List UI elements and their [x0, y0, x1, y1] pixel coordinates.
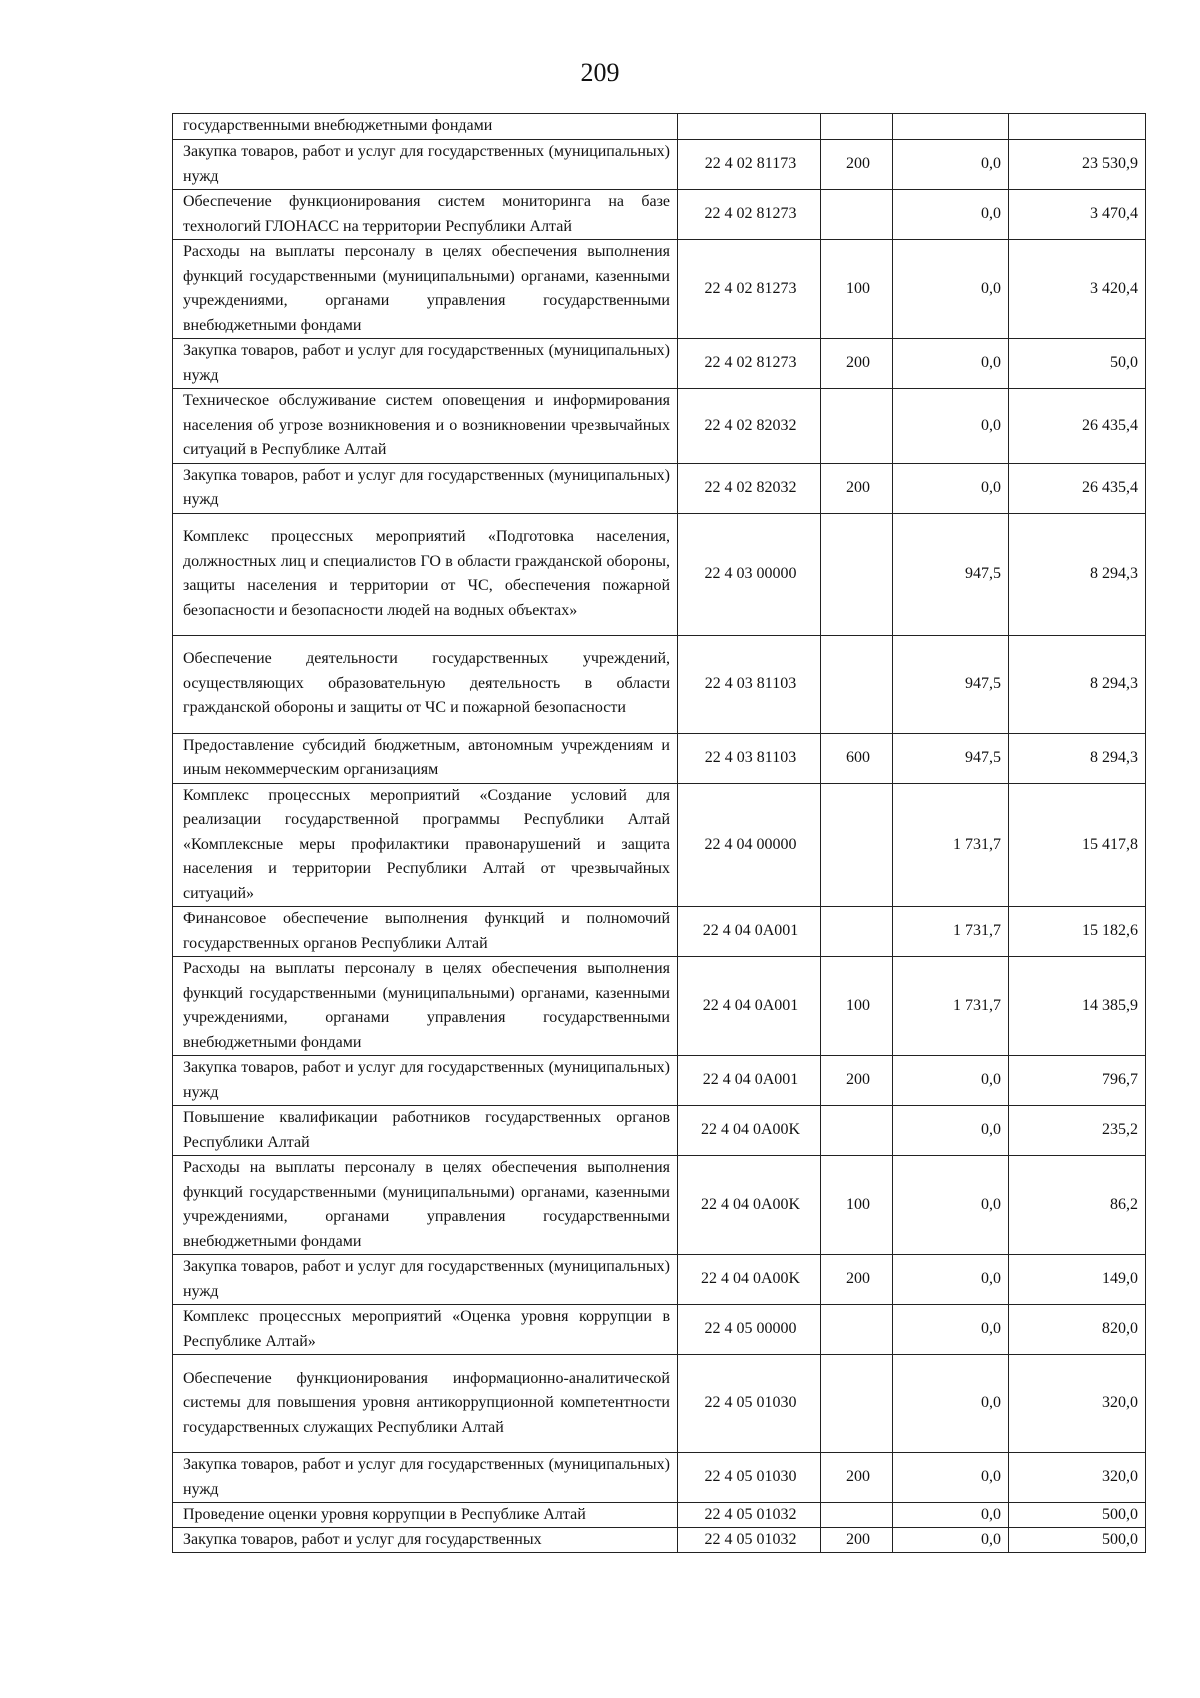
amount-cell-2: 235,2: [1009, 1106, 1146, 1156]
table-row: [173, 1355, 1146, 1453]
amount-cell-1: 0,0: [893, 1255, 1009, 1305]
expense-type-cell: 200: [821, 1528, 893, 1553]
amount-cell-1: 1 731,7: [893, 783, 1009, 907]
expense-name-cell: Техническое обслуживание систем оповещения и информирования населения об угрозе возникновения и о возникновении чрезвычайных ситуаций в Республике Алтай: [173, 389, 678, 464]
table-row: [173, 463, 1146, 513]
target-article-code-cell: 22 4 04 0A001: [678, 907, 821, 957]
expense-type-cell: 600: [821, 733, 893, 783]
amount-cell-2: 15 182,6: [1009, 907, 1146, 957]
expense-name-cell: Закупка товаров, работ и услуг для государственных (муниципальных) нужд: [173, 1453, 678, 1503]
expense-type-cell: [821, 513, 893, 635]
expense-type-cell: [821, 114, 893, 140]
target-article-code-cell: 22 4 02 81273: [678, 240, 821, 339]
target-article-code-cell: 22 4 02 81173: [678, 140, 821, 190]
expense-name-cell: Расходы на выплаты персоналу в целях обеспечения выполнения функций государственными (муниципальными) органами, казенными учреждениями, органами управления государственными внебюджетными фондами: [173, 957, 678, 1056]
expense-type-cell: 200: [821, 339, 893, 389]
table-row: [173, 957, 1146, 1056]
amount-cell-2: 15 417,8: [1009, 783, 1146, 907]
amount-cell-1: 0,0: [893, 190, 1009, 240]
table-row: [173, 1056, 1146, 1106]
table-row: [173, 733, 1146, 783]
expense-name-cell: Расходы на выплаты персоналу в целях обеспечения выполнения функций государственными (муниципальными) органами, казенными учреждениями, органами управления государственными внебюджетными фондами: [173, 1156, 678, 1255]
target-article-code-cell: 22 4 05 01030: [678, 1453, 821, 1503]
target-article-code-cell: 22 4 05 01032: [678, 1528, 821, 1553]
amount-cell-1: 947,5: [893, 513, 1009, 635]
expense-name-cell: Обеспечение деятельности государственных учреждений, осуществляющих образовательную деятельность в области гражданской обороны и защиты от ЧС и пожарной безопасности: [173, 635, 678, 733]
table-row: [173, 190, 1146, 240]
amount-cell-2: 8 294,3: [1009, 733, 1146, 783]
amount-cell-1: 0,0: [893, 339, 1009, 389]
amount-cell-1: 947,5: [893, 635, 1009, 733]
table-row: [173, 635, 1146, 733]
amount-cell-2: 3 420,4: [1009, 240, 1146, 339]
table-row: [173, 513, 1146, 635]
table-row: [173, 1528, 1146, 1553]
table-row: [173, 1503, 1146, 1528]
amount-cell-2: 796,7: [1009, 1056, 1146, 1106]
target-article-code-cell: 22 4 03 00000: [678, 513, 821, 635]
expense-name-cell: Закупка товаров, работ и услуг для государственных: [173, 1528, 678, 1553]
amount-cell-1: 0,0: [893, 463, 1009, 513]
amount-cell-1: 0,0: [893, 1528, 1009, 1553]
expense-type-cell: 200: [821, 1453, 893, 1503]
amount-cell-2: 500,0: [1009, 1528, 1146, 1553]
amount-cell-1: 0,0: [893, 1156, 1009, 1255]
expense-type-cell: [821, 783, 893, 907]
amount-cell-1: 947,5: [893, 733, 1009, 783]
target-article-code-cell: 22 4 02 82032: [678, 389, 821, 464]
amount-cell-1: 0,0: [893, 1106, 1009, 1156]
expense-type-cell: 100: [821, 240, 893, 339]
amount-cell-2: 50,0: [1009, 339, 1146, 389]
budget-table-body: [173, 114, 1146, 1553]
amount-cell-1: 1 731,7: [893, 907, 1009, 957]
expense-name-cell: Обеспечение функционирования информационно-аналитической системы для повышения уровня антикоррупционной компетентности государственных служащих Республики Алтай: [173, 1355, 678, 1453]
amount-cell-2: [1009, 114, 1146, 140]
expense-name-cell: Закупка товаров, работ и услуг для государственных (муниципальных) нужд: [173, 140, 678, 190]
expense-type-cell: 200: [821, 463, 893, 513]
expense-name-cell: Обеспечение функционирования систем мониторинга на базе технологий ГЛОНАСС на территории Республики Алтай: [173, 190, 678, 240]
expense-type-cell: 200: [821, 1255, 893, 1305]
amount-cell-2: 8 294,3: [1009, 635, 1146, 733]
table-row: [173, 1453, 1146, 1503]
amount-cell-2: 320,0: [1009, 1355, 1146, 1453]
table-row: [173, 240, 1146, 339]
expense-name-cell: Комплекс процессных мероприятий «Подготовка населения, должностных лиц и специалистов ГО в области гражданской обороны, защиты населения и территории от ЧС, обеспечения пожарной безопасности и безопасности людей на водных объектах»: [173, 513, 678, 635]
expense-type-cell: [821, 1503, 893, 1528]
expense-type-cell: 200: [821, 140, 893, 190]
amount-cell-2: 320,0: [1009, 1453, 1146, 1503]
amount-cell-1: 0,0: [893, 1056, 1009, 1106]
table-row: [173, 1305, 1146, 1355]
amount-cell-1: 0,0: [893, 1305, 1009, 1355]
amount-cell-1: 1 731,7: [893, 957, 1009, 1056]
amount-cell-1: 0,0: [893, 389, 1009, 464]
expense-type-cell: [821, 389, 893, 464]
expense-name-cell: Комплекс процессных мероприятий «Оценка уровня коррупции в Республике Алтай»: [173, 1305, 678, 1355]
table-row: [173, 140, 1146, 190]
target-article-code-cell: 22 4 05 01032: [678, 1503, 821, 1528]
expense-name-cell: государственными внебюджетными фондами: [173, 114, 678, 140]
expense-name-cell: Предоставление субсидий бюджетным, автономным учреждениям и иным некоммерческим организациям: [173, 733, 678, 783]
amount-cell-2: 23 530,9: [1009, 140, 1146, 190]
target-article-code-cell: 22 4 04 00000: [678, 783, 821, 907]
expense-name-cell: Закупка товаров, работ и услуг для государственных (муниципальных) нужд: [173, 1056, 678, 1106]
target-article-code-cell: 22 4 04 0A001: [678, 1056, 821, 1106]
target-article-code-cell: 22 4 04 0A00K: [678, 1106, 821, 1156]
amount-cell-1: [893, 114, 1009, 140]
table-row: [173, 1255, 1146, 1305]
expense-type-cell: 100: [821, 957, 893, 1056]
target-article-code-cell: 22 4 05 01030: [678, 1355, 821, 1453]
expense-type-cell: 200: [821, 1056, 893, 1106]
expense-type-cell: [821, 635, 893, 733]
expense-name-cell: Закупка товаров, работ и услуг для государственных (муниципальных) нужд: [173, 463, 678, 513]
expense-name-cell: Закупка товаров, работ и услуг для государственных (муниципальных) нужд: [173, 1255, 678, 1305]
table-row: [173, 783, 1146, 907]
expense-name-cell: Закупка товаров, работ и услуг для государственных (муниципальных) нужд: [173, 339, 678, 389]
target-article-code-cell: 22 4 02 82032: [678, 463, 821, 513]
target-article-code-cell: 22 4 04 0A001: [678, 957, 821, 1056]
expense-name-cell: Комплекс процессных мероприятий «Создание условий для реализации государственной программы Республики Алтай «Комплексные меры профилактики правонарушений и защита населения и территории Республики Алтай от чрезвычайных ситуаций»: [173, 783, 678, 907]
amount-cell-1: 0,0: [893, 240, 1009, 339]
table-row: [173, 1106, 1146, 1156]
amount-cell-2: 8 294,3: [1009, 513, 1146, 635]
expense-type-cell: [821, 907, 893, 957]
amount-cell-2: 500,0: [1009, 1503, 1146, 1528]
budget-table: [172, 113, 1146, 1553]
page-number: 209: [580, 58, 620, 87]
expense-type-cell: [821, 1305, 893, 1355]
table-row: [173, 114, 1146, 140]
expense-name-cell: Финансовое обеспечение выполнения функций и полномочий государственных органов Республики Алтай: [173, 907, 678, 957]
expense-type-cell: [821, 1355, 893, 1453]
target-article-code-cell: [678, 114, 821, 140]
expense-type-cell: [821, 1106, 893, 1156]
target-article-code-cell: 22 4 02 81273: [678, 190, 821, 240]
expense-type-cell: [821, 190, 893, 240]
amount-cell-2: 26 435,4: [1009, 463, 1146, 513]
amount-cell-2: 86,2: [1009, 1156, 1146, 1255]
amount-cell-2: 14 385,9: [1009, 957, 1146, 1056]
amount-cell-1: 0,0: [893, 1503, 1009, 1528]
expense-name-cell: Повышение квалификации работников государственных органов Республики Алтай: [173, 1106, 678, 1156]
table-row: [173, 1156, 1146, 1255]
target-article-code-cell: 22 4 04 0A00K: [678, 1156, 821, 1255]
expense-name-cell: Проведение оценки уровня коррупции в Республике Алтай: [173, 1503, 678, 1528]
amount-cell-1: 0,0: [893, 1453, 1009, 1503]
table-row: [173, 339, 1146, 389]
amount-cell-1: 0,0: [893, 140, 1009, 190]
amount-cell-2: 820,0: [1009, 1305, 1146, 1355]
amount-cell-2: 149,0: [1009, 1255, 1146, 1305]
table-row: [173, 907, 1146, 957]
table-row: [173, 389, 1146, 464]
amount-cell-2: 26 435,4: [1009, 389, 1146, 464]
amount-cell-2: 3 470,4: [1009, 190, 1146, 240]
target-article-code-cell: 22 4 02 81273: [678, 339, 821, 389]
target-article-code-cell: 22 4 03 81103: [678, 635, 821, 733]
expense-name-cell: Расходы на выплаты персоналу в целях обеспечения выполнения функций государственными (муниципальными) органами, казенными учреждениями, органами управления государственными внебюджетными фондами: [173, 240, 678, 339]
target-article-code-cell: 22 4 04 0A00K: [678, 1255, 821, 1305]
target-article-code-cell: 22 4 05 00000: [678, 1305, 821, 1355]
expense-type-cell: 100: [821, 1156, 893, 1255]
target-article-code-cell: 22 4 03 81103: [678, 733, 821, 783]
amount-cell-1: 0,0: [893, 1355, 1009, 1453]
